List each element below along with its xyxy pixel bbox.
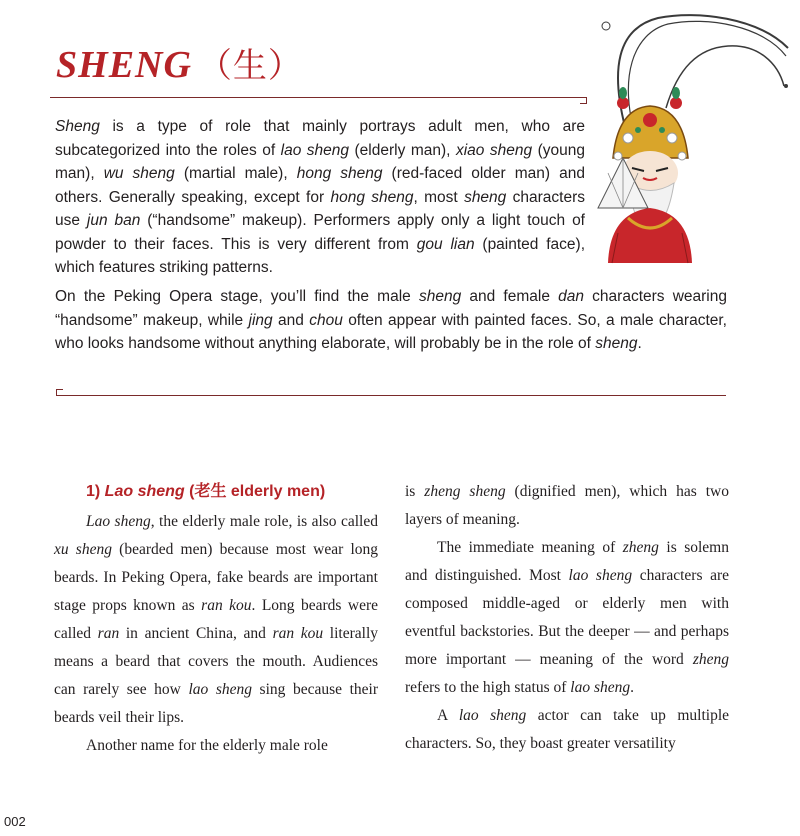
right-paragraph-3: A lao sheng actor can take up multiple characters. So, they boast greater versatility — [405, 707, 730, 752]
right-paragraph-1: is zheng sheng (dignified men), which has two layers of meaning. — [405, 483, 729, 528]
left-paragraph-2: Another name for the elderly male role — [86, 737, 328, 754]
right-paragraph-2: The immediate meaning of zheng is solemn and distinguished. Most lao sheng characters are composed middle-aged or elderly men with eventful backstories. But the deeper — and perhaps more important — meaning of the word zheng refers to the high status of lao sheng. — [405, 539, 730, 696]
left-column — [54, 478, 378, 760]
left-paragraph-1: Lao sheng, the elderly male role, is also called xu sheng (bearded men) because most wear long beards. In Peking Opera, fake beards are important stage props known as ran kou. Long beards were called ran in ancient China, and ran kou literally means a beard that covers the mouth. Audiences can rarely see how lao sheng sing because their beards veil their lips. — [54, 513, 378, 726]
section-heading-rest: (老生 elderly men) — [184, 483, 326, 500]
section-heading — [86, 478, 378, 506]
opera-character-illustration — [588, 8, 798, 268]
bottom-divider — [56, 395, 726, 396]
intro-paragraph-2: On the Peking Opera stage, you’ll find the male sheng and female dan characters wearing “handsome” makeup, while jing and chou often appear with painted faces. So, a male character, who looks handsome without anything elaborate, will probably be in the role of sheng. — [55, 288, 727, 352]
title-chinese: （生） — [197, 48, 303, 85]
title-roman: SHENG — [56, 44, 192, 86]
page-title — [56, 38, 303, 87]
top-divider-ornament — [580, 97, 587, 104]
section-heading-number: 1) — [86, 483, 105, 500]
section-heading-term: Lao sheng — [104, 483, 185, 500]
right-column — [405, 478, 729, 758]
page-number: 002 — [4, 814, 26, 829]
top-divider — [50, 97, 586, 98]
intro-paragraph-1: Sheng is a type of role that mainly portrays adult men, who are subcategorized into the roles of lao sheng (elderly man), xiao sheng (young man), wu sheng (martial male), hong sheng (red-faced older man) and others. Generally speaking, except for hong sheng, most sheng characters use jun ban (“handsome” makeup). Performers apply only a light touch of powder to their faces. This is very different from gou lian (painted face), which features striking patterns. — [55, 118, 585, 276]
